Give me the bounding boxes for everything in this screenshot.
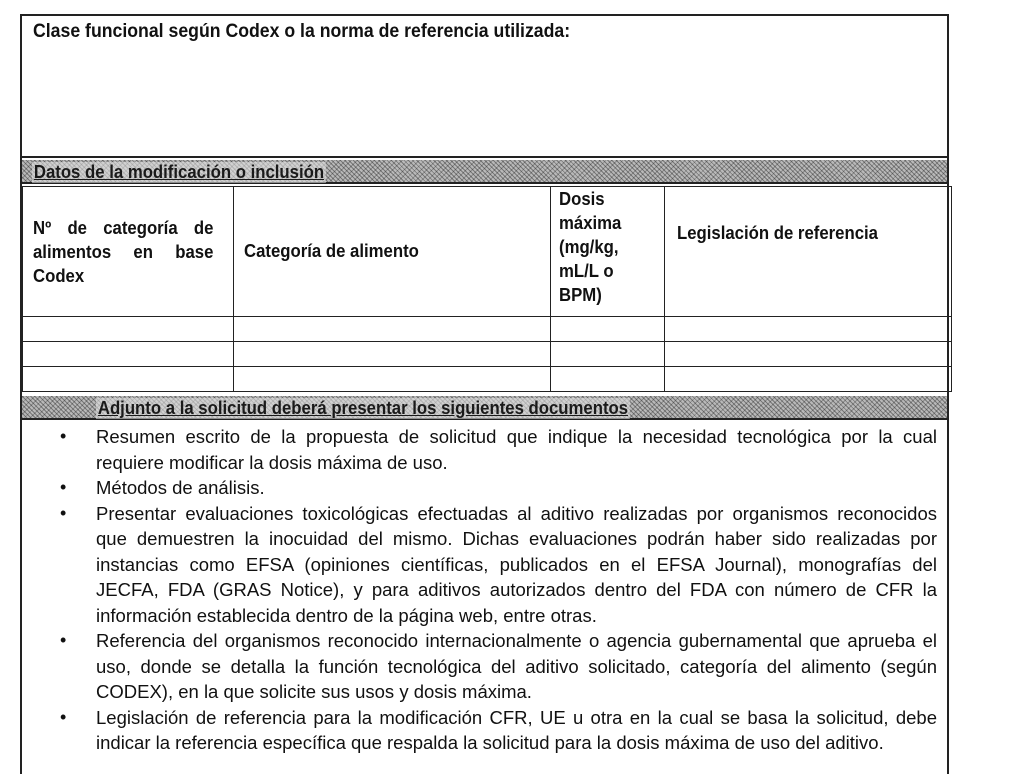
list-item-text: Presentar evaluaciones toxicológicas efectuadas al aditivo realizadas por organismos reconocidos que demuestren la inocuidad del mismo. Dichas evaluaciones podrán haber sido realizadas por instancias como EFSA (opiniones científicas, publicados en el EFSA Journal), monografías del JECFA, FDA (GRAS Notice), y para aditivos autorizados dentro del FDA con número de CFR la información establecida dentro de la página web, entre otras.: [96, 502, 937, 626]
adjunto-band-label: Adjunto a la solicitud deberá presentar los siguientes documentos: [97, 398, 629, 418]
list-item: [22, 628, 947, 705]
list-item-text: Legislación de referencia para la modificación CFR, UE u otra en la cual se basa la solicitud, debe indicar la referencia específica que respalda la solicitud para la dosis máxima de uso del aditivo.: [96, 706, 937, 753]
table-cell[interactable]: [234, 367, 551, 392]
table-cell[interactable]: [665, 342, 952, 367]
documentos-list: [22, 424, 947, 756]
datos-table: [22, 186, 952, 392]
list-item: [22, 501, 947, 629]
table-cell[interactable]: [665, 367, 952, 392]
clase-funcional-section: [22, 16, 947, 158]
table-header-row: [23, 187, 952, 317]
clase-funcional-label: Clase funcional según Codex o la norma de referencia utilizada:: [33, 21, 571, 42]
table-cell[interactable]: [234, 342, 551, 367]
column-header-numero-categoria: Nº de categoría de alimentos en base Codex: [23, 187, 234, 317]
list-item-text: Métodos de análisis.: [96, 477, 265, 498]
adjunto-band: [22, 396, 947, 420]
datos-band: [22, 160, 947, 184]
table-cell[interactable]: [234, 317, 551, 342]
table-row: [23, 367, 952, 392]
bullet-icon: •: [60, 630, 67, 650]
form-frame: [20, 14, 949, 774]
table-cell[interactable]: [551, 317, 665, 342]
column-header-legislacion: Legislación de referencia: [665, 187, 952, 317]
table-row: [23, 317, 952, 342]
table-cell[interactable]: [665, 317, 952, 342]
bullet-icon: •: [60, 477, 67, 497]
list-item: [22, 705, 947, 756]
table-cell[interactable]: [551, 342, 665, 367]
bullet-icon: •: [60, 502, 67, 523]
list-item-text: Referencia del organismos reconocido internacionalmente o agencia gubernamental que aprueba el uso, donde se detalla la función tecnológica del aditivo solicitado, categoría del alimento (según CODEX), en la que solicite sus usos y dosis máxima.: [96, 630, 937, 702]
bullet-icon: •: [60, 426, 67, 446]
table-cell[interactable]: [23, 342, 234, 367]
documentos-list-section: [22, 424, 947, 756]
column-header-categoria-alimento: Categoría de alimento: [234, 187, 551, 317]
list-item: [22, 424, 947, 475]
table-cell[interactable]: [23, 317, 234, 342]
list-item-text: Resumen escrito de la propuesta de solicitud que indique la necesidad tecnológica por la cual requiere modificar la dosis máxima de uso.: [96, 426, 937, 473]
table-cell[interactable]: [23, 367, 234, 392]
table-row: [23, 342, 952, 367]
bullet-icon: •: [60, 706, 67, 727]
list-item: [22, 475, 947, 501]
datos-band-label: Datos de la modificación o inclusión: [33, 162, 325, 182]
column-header-dosis-maxima: Dosis máxima (mg/kg, mL/L o BPM): [551, 187, 665, 317]
table-cell[interactable]: [551, 367, 665, 392]
